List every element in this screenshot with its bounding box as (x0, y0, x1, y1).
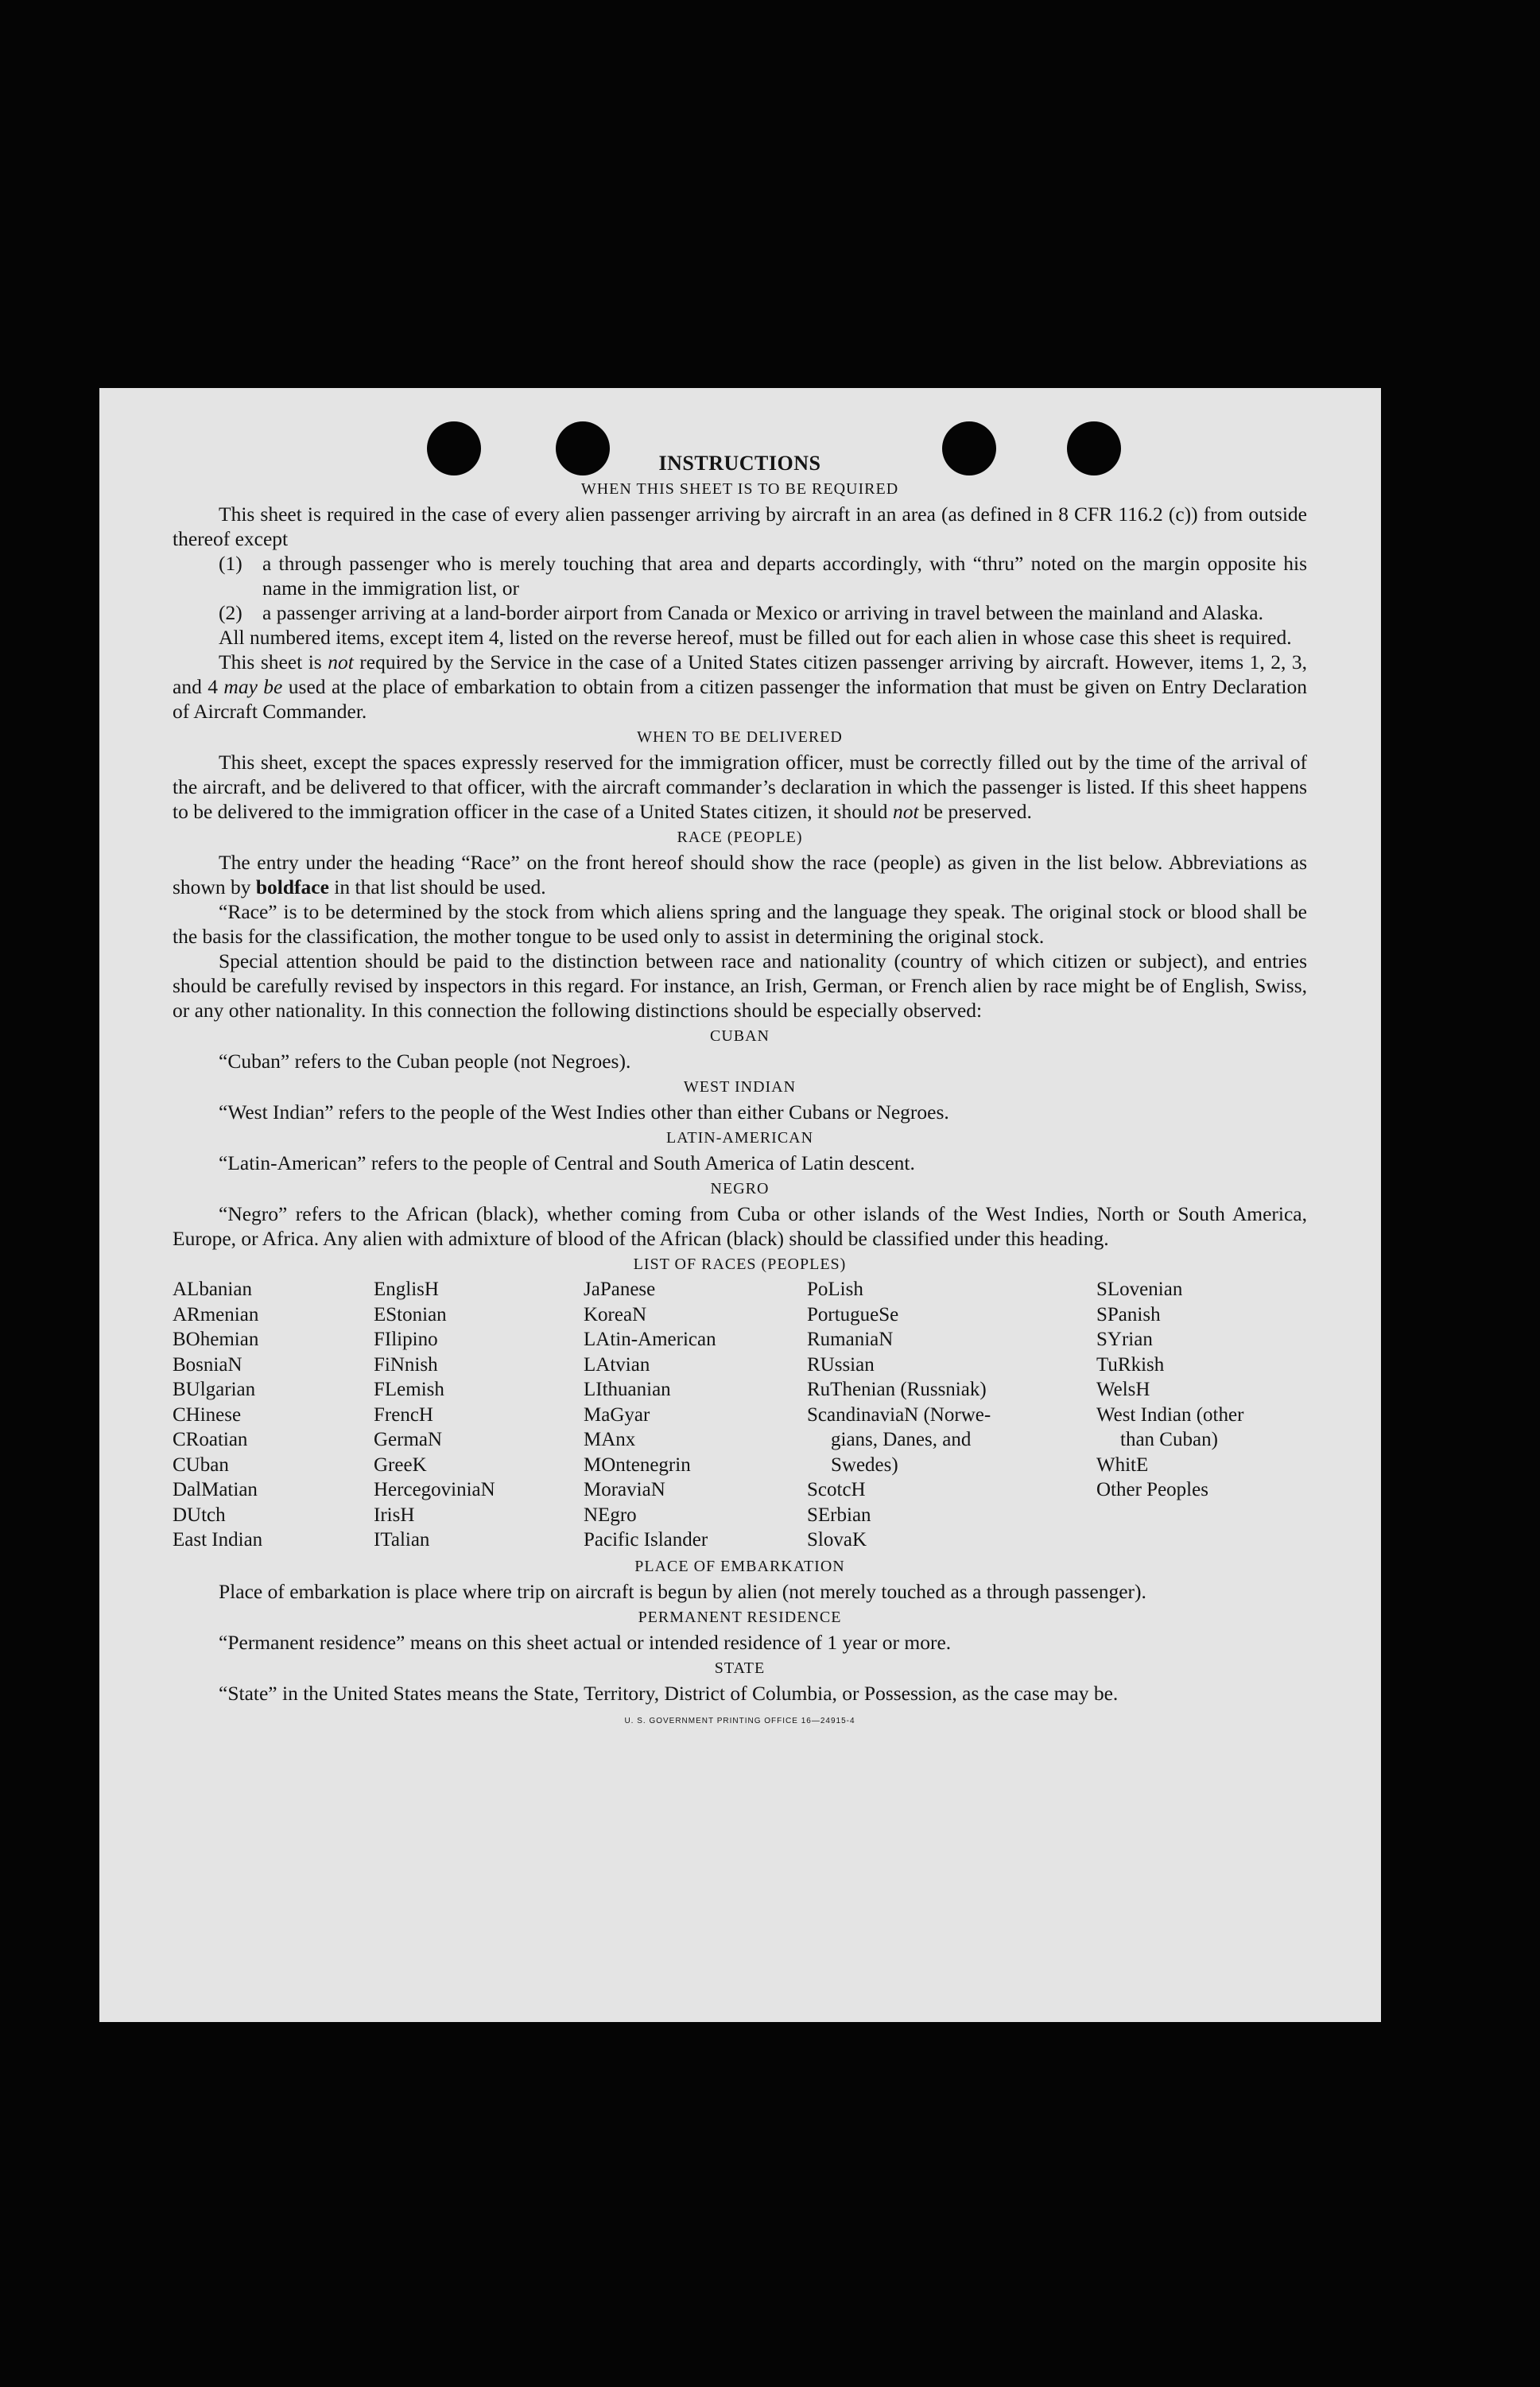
heading-cuban: CUBAN (709, 1027, 770, 1045)
para-numbered-items: All numbered items, except item 4, listed on the reverse hereof, must be filled out for each alien in whose case this sheet is required. (219, 626, 1292, 649)
punch-hole-3 (942, 421, 996, 475)
para-permanent-residence: “Permanent residence” means on this sheet actual or intended residence of 1 year or more. (219, 1630, 952, 1654)
heading-state: STATE (714, 1659, 766, 1677)
para-delivered-part-a: This sheet, except the spaces expressly reserved for the immigration officer, must be correctly filled out by the time of the arrival of the aircraft, and be delivered to that officer, with the aircraft commander’s declaration in which the passenger is listed. If this sheet happens to be delivered to the immigration officer in the case of a United States citizen, it should (173, 751, 1307, 823)
race-item: ScotcH (807, 1479, 866, 1500)
race-item: ITalian (374, 1529, 430, 1551)
para-citizen-part-c: used at the place of embarkation to obtain from a citizen passenger the information that must be given on Entry Declaration of Aircraft Commander. (173, 675, 1307, 723)
heading-latin-american: LATIN-AMERICAN (665, 1129, 814, 1147)
para-state: “State” in the United States means the State, Territory, District of Columbia, or Possession, as the case may be. (219, 1681, 1119, 1705)
race-item: MOntenegrin (584, 1454, 691, 1476)
para-citizen-not: not (328, 650, 354, 673)
race-item: ScandinaviaN (Norwe- (807, 1403, 991, 1426)
race-item: RumaniaN (807, 1329, 894, 1350)
race-item: DUtch (173, 1504, 226, 1526)
exception-number: (2) (219, 601, 242, 624)
race-item: PoLish (807, 1279, 863, 1300)
para-race-1-part-b: in that list should be used. (328, 875, 546, 899)
race-item: LIthuanian (584, 1379, 671, 1400)
race-item-continued: gians, Danes, and (831, 1429, 972, 1450)
race-item: FiNnish (374, 1353, 438, 1376)
race-item: FrencH (374, 1403, 433, 1426)
race-item: SPanish (1096, 1303, 1161, 1325)
race-item: CRoatian (173, 1429, 248, 1450)
race-item: JaPanese (584, 1279, 656, 1300)
heading-when-required: WHEN THIS SHEET IS TO BE REQUIRED (580, 480, 899, 498)
race-item: ALbanian (173, 1279, 252, 1300)
race-item: RUssian (807, 1353, 875, 1376)
para-delivered-part-b: be preserved. (918, 800, 1032, 823)
heading-negro: NEGRO (710, 1180, 770, 1197)
race-item: Other Peoples (1096, 1479, 1208, 1500)
race-item: MaGyar (584, 1403, 650, 1426)
race-item: WelsH (1096, 1379, 1150, 1400)
para-embarkation: Place of embarkation is place where trip on aircraft is begun by alien (not merely touched as a through passenger). (219, 1579, 1146, 1603)
para-delivered-not: not (892, 800, 919, 823)
para-race-3: Special attention should be paid to the distinction between race and nationality (country of which citizen or subject), and entries should be carefully revised by inspectors in this regard. For instance, an Irish, German, or French alien by race might be of English, Swiss, or any other nationality. In this connection the following distinctions should be especially observed: (173, 949, 1307, 1022)
race-item: SErbian (807, 1504, 871, 1526)
race-item: BOhemian (173, 1329, 259, 1350)
race-item: FIlipino (374, 1329, 438, 1350)
exception-item-2 (173, 600, 1307, 625)
heading-race: RACE (PEOPLE) (677, 829, 803, 846)
race-item: West Indian (other (1096, 1403, 1244, 1426)
race-item: LAtin-American (584, 1329, 716, 1350)
page-title: INSTRUCTIONS (658, 452, 821, 475)
instruction-sheet (99, 388, 1381, 2022)
races-column-3 (584, 1277, 807, 1553)
race-item: ARmenian (173, 1303, 259, 1325)
race-item: DalMatian (173, 1479, 258, 1500)
races-column-4 (807, 1277, 1096, 1553)
race-item: SlovaK (807, 1529, 867, 1551)
para-west-indian: “West Indian” refers to the people of the West Indies other than either Cubans or Negroes. (219, 1100, 949, 1124)
race-item: BUlgarian (173, 1379, 256, 1400)
race-item: SLovenian (1096, 1279, 1183, 1300)
printer-imprint: U. S. GOVERNMENT PRINTING OFFICE 16—24915-4 (624, 1716, 855, 1725)
race-item: KoreaN (584, 1303, 647, 1325)
punch-hole-4 (1067, 421, 1121, 475)
punch-hole-1 (427, 421, 481, 475)
para-race-1-part-a: The entry under the heading “Race” on the front hereof should show the race (people) as given in the list below. Abbreviations as shown by (173, 851, 1307, 899)
exception-number: (1) (219, 552, 242, 575)
heading-west-indian: WEST INDIAN (683, 1078, 797, 1096)
para-cuban: “Cuban” refers to the Cuban people (not Negroes). (219, 1050, 631, 1073)
heading-embarkation: PLACE OF EMBARKATION (634, 1557, 845, 1575)
race-item: CUban (173, 1454, 229, 1476)
para-race-1 (173, 850, 1307, 899)
para-citizen-may-be: may be (223, 675, 283, 698)
para-citizen-part-a: This sheet is (219, 650, 328, 673)
race-item: East Indian (173, 1529, 263, 1551)
heading-permanent-residence: PERMANENT RESIDENCE (638, 1608, 842, 1626)
para-latin-american: “Latin-American” refers to the people of Central and South America of Latin descent. (219, 1151, 915, 1174)
races-table (173, 1277, 1307, 1553)
race-item: FLemish (374, 1379, 444, 1400)
races-column-5 (1096, 1277, 1302, 1553)
race-item: WhitE (1096, 1454, 1149, 1476)
race-item: LAtvian (584, 1353, 650, 1376)
race-item: TuRkish (1096, 1353, 1165, 1376)
race-item: MoraviaN (584, 1479, 665, 1500)
race-item: SYrian (1096, 1329, 1153, 1350)
exception-item-1 (173, 551, 1307, 600)
para-race-2: “Race” is to be determined by the stock from which aliens spring and the language they speak. The original stock or blood shall be the basis for the classification, the mother tongue to be used only to assist in determining the original stock. (173, 900, 1307, 948)
race-item: RuThenian (Russniak) (807, 1379, 987, 1400)
exception-text: a passenger arriving at a land-border airport from Canada or Mexico or arriving in travel between the mainland and Alaska. (262, 601, 1263, 624)
heading-when-delivered: WHEN TO BE DELIVERED (637, 728, 843, 746)
para-delivered (173, 750, 1307, 824)
races-column-2 (374, 1277, 584, 1553)
para-race-1-boldface: boldface (255, 875, 329, 899)
race-item: HercegoviniaN (374, 1479, 495, 1500)
para-citizen (173, 650, 1307, 724)
punch-hole-2 (556, 421, 610, 475)
race-item: MAnx (584, 1429, 636, 1450)
para-citizen-part-b: required by the Service in the case of a United States citizen passenger arriving by aircraft. However, items 1, 2, 3, and 4 (173, 650, 1307, 698)
race-item: PortugueSe (807, 1303, 899, 1325)
heading-list-of-races: LIST OF RACES (PEOPLES) (633, 1256, 847, 1273)
race-item: EStonian (374, 1303, 447, 1325)
race-item: BosniaN (173, 1353, 242, 1376)
races-column-1 (173, 1277, 374, 1553)
para-negro: “Negro” refers to the African (black), whether coming from Cuba or other islands of the West Indies, North or South America, Europe, or Africa. Any alien with admixture of blood of the African (black) should be classified under this heading. (173, 1202, 1307, 1250)
race-item: IrisH (374, 1504, 415, 1526)
race-item-continued: than Cuban) (1120, 1429, 1218, 1450)
race-item: GermaN (374, 1429, 443, 1450)
race-item: EnglisH (374, 1279, 439, 1300)
para-required-intro: This sheet is required in the case of every alien passenger arriving by aircraft in an area (as defined in 8 CFR 116.2 (c)) from outside thereof except (173, 503, 1307, 550)
race-item-continued: Swedes) (831, 1454, 898, 1476)
exception-text: a through passenger who is merely touching that area and departs accordingly, with “thru” noted on the margin opposite his name in the immigration list, or (262, 552, 1307, 600)
race-item: CHinese (173, 1403, 242, 1426)
race-item: NEgro (584, 1504, 637, 1526)
race-item: Pacific Islander (584, 1529, 708, 1551)
race-item: GreeK (374, 1454, 427, 1476)
